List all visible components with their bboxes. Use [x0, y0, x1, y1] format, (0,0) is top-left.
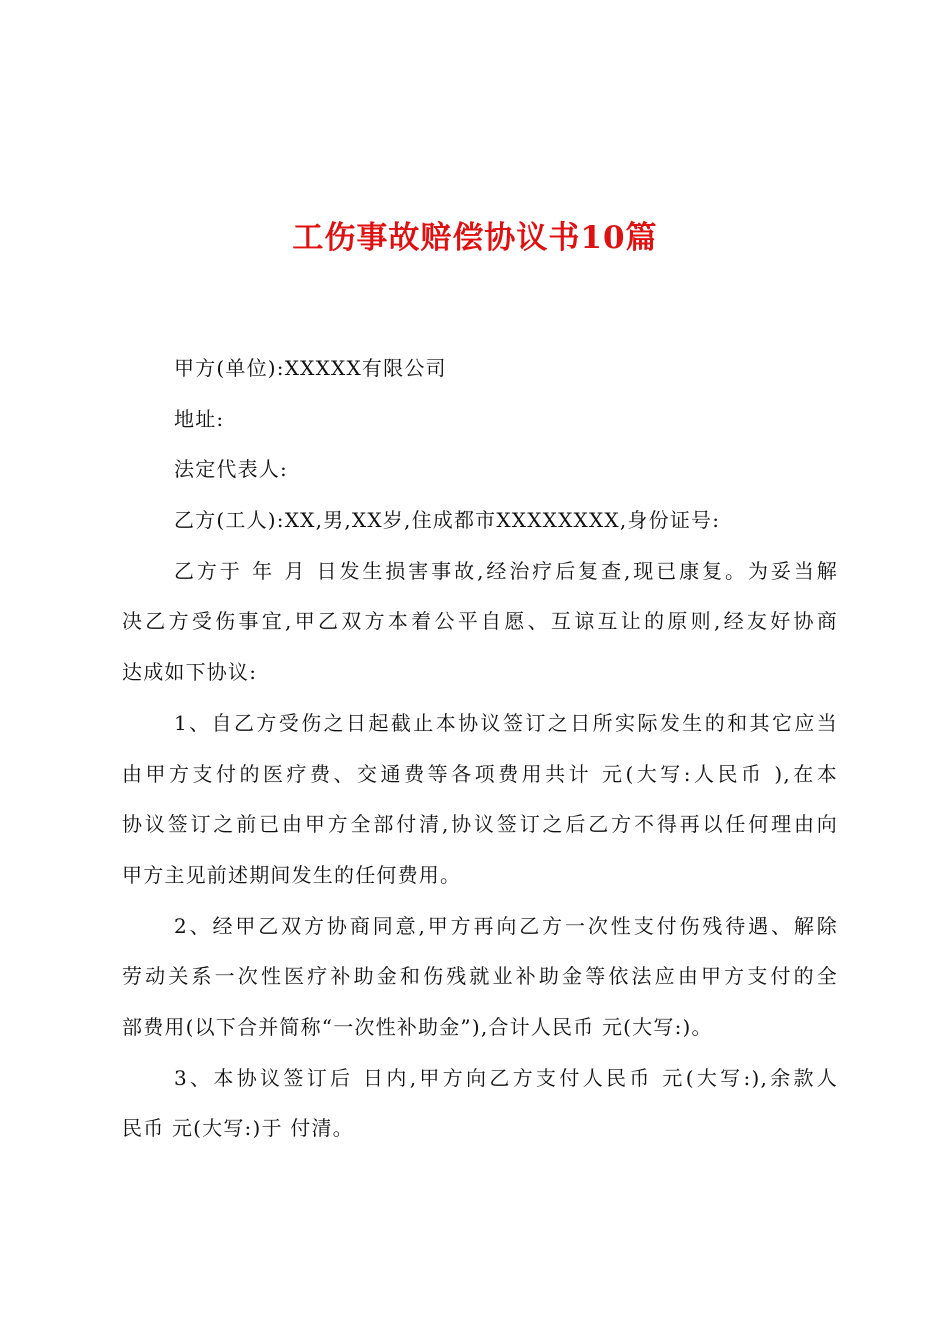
address-line: 地址: — [174, 406, 225, 431]
intro-paragraph-line-2: 决乙方受伤事宜,甲乙双方本着公平自愿、互谅互让的原则,经友好协商 — [122, 609, 838, 634]
legal-representative-line: 法定代表人: — [174, 457, 288, 482]
clause-1-line-4: 甲方主见前述期间发生的任何费用。 — [122, 862, 462, 887]
clause-1-line-1: 1、自乙方受伤之日起截止本协议签订之日所实际发生的和其它应当 — [174, 710, 838, 735]
clause-2-line-2: 劳动关系一次性医疗补助金和伤残就业补助金等依法应由甲方支付的全 — [122, 964, 838, 989]
clause-1-line-2: 由甲方支付的医疗费、交通费等各项费用共计 元(大写:人民币 ),在本 — [122, 761, 838, 786]
clause-3-line-2: 民币 元(大写:)于 付清。 — [122, 1116, 354, 1141]
document-title: 工伤事故赔偿协议书10篇 — [292, 220, 658, 256]
clause-3-line-1: 3、本协议签订后 日内,甲方向乙方支付人民币 元(大写:),余款人 — [174, 1065, 838, 1090]
party-a-line: 甲方(单位):XXXXX有限公司 — [174, 356, 447, 380]
clause-2-line-1: 2、经甲乙双方协商同意,甲方再向乙方一次性支付伤残待遇、解除 — [174, 913, 838, 938]
intro-paragraph-line-3: 达成如下协议: — [122, 660, 258, 685]
clause-2-line-3: 部费用(以下合并简称“一次性补助金”),合计人民币 元(大写:)。 — [122, 1014, 713, 1039]
clause-1-line-3: 协议签订之前已由甲方全部付清,协议签订之后乙方不得再以任何理由向 — [122, 812, 838, 837]
intro-paragraph-line-1: 乙方于 年 月 日发生损害事故,经治疗后复查,现已康复。为妥当解 — [174, 558, 838, 583]
document-body — [122, 343, 838, 1154]
party-b-line: 乙方(工人):XX,男,XX岁,住成都市XXXXXXXX,身份证号: — [174, 508, 721, 533]
